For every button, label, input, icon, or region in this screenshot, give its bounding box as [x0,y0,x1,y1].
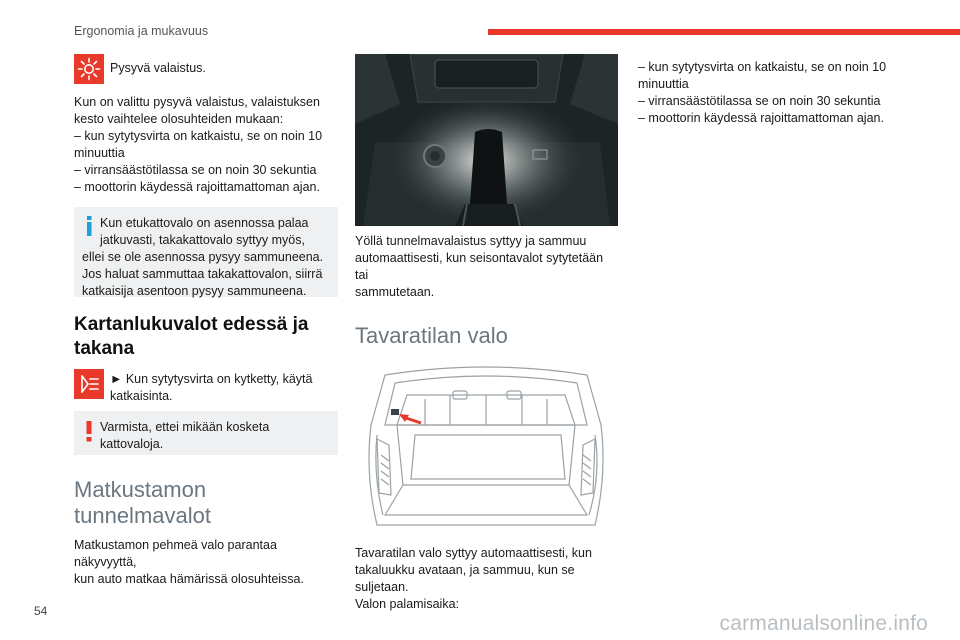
ambient-lights-text [74,537,338,588]
constant-light-intro [74,94,338,196]
text-line: – kun sytytysvirta on katkaistu, se on noin 10 [638,60,887,74]
boot-illustration [355,365,618,537]
exclamation-icon [82,419,96,447]
text-line: Valon palamisaika: [355,597,459,611]
heading-line: Kartanlukuvalot edessä ja [74,314,309,335]
text-line: Matkustamon pehmeä valo parantaa näkyvyyttä, [74,538,277,569]
text-line: sammutetaan. [355,285,435,299]
text-line: automaattisesti, kun seisontavalot sytytetään tai [355,251,604,282]
column-left [74,54,338,588]
text-line: minuuttia [74,146,125,160]
sun-light-icon [74,54,104,84]
text-line: katkaisinta. [110,389,173,403]
text-line: Yöllä tunnelmavalaistus syttyy ja sammuu [355,234,587,248]
text-line: – virransäästötilassa se on noin 30 sekuntia [638,94,881,108]
text-line: kattovaloja. [100,437,164,451]
column-right [638,59,900,127]
text-line: minuuttia [638,77,689,91]
page-number: 54 [34,604,48,618]
ambient-light-photo [355,54,618,226]
text-line: jatkuvasti, takakattovalo syttyy myös, [100,233,305,247]
column-middle [355,54,618,613]
text-line: – moottorin käydessä rajoittamattoman ajan. [74,180,320,194]
reading-light-row [74,369,338,405]
heading-line: takana [74,338,135,359]
text-line: ► Kun sytytysvirta on kytketty, käytä [110,372,313,386]
text-line: katkaisija asentoon pysyy sammuneena. [82,284,307,298]
constant-light-row [74,54,338,84]
text-line: Kun etukattovalo on asennossa palaa [100,216,309,230]
header-accent-bar [488,29,960,35]
reading-lights-heading [74,313,338,361]
text-line: – moottorin käydessä rajoittamattoman ajan. [638,111,884,125]
warning-note [74,411,338,455]
section-title: Ergonomia ja mukavuus [74,24,209,38]
heading-line: tunnelmavalot [74,503,211,528]
text-line: Varmista, ettei mikään kosketa [100,420,270,434]
text-line: kesto vaihtelee olosuhteiden mukaan: [74,112,284,126]
text-line: kun auto matkaa hämärissä olosuhteissa. [74,572,304,586]
watermark: carmanualsonline.info [719,612,928,635]
reading-light-icon [74,369,104,399]
text-line: takaluukku avataan, ja sammuu, kun se [355,563,575,577]
boot-light-text [355,545,618,613]
photo-caption [355,233,618,301]
text-line: Jos haluat sammuttaa takakattovalon, siirrä [82,267,323,281]
text-line: ellei se ole asennossa pysyy sammuneena. [82,250,324,264]
constant-light-label: Pysyvä valaistus. [110,61,206,75]
text-line: Kun on valittu pysyvä valaistus, valaistuksen [74,95,320,109]
text-line: – kun sytytysvirta on katkaistu, se on noin 10 [74,129,323,143]
text-line: Tavaratilan valo syttyy automaattisesti, kun [355,546,592,560]
text-line: suljetaan. [355,580,409,594]
info-note [74,207,338,297]
boot-light-heading: Tavaratilan valo [355,323,508,348]
ambient-lights-heading [74,477,338,529]
text-line: – virransäästötilassa se on noin 30 sekuntia [74,163,317,177]
heading-line: Matkustamon [74,477,207,502]
